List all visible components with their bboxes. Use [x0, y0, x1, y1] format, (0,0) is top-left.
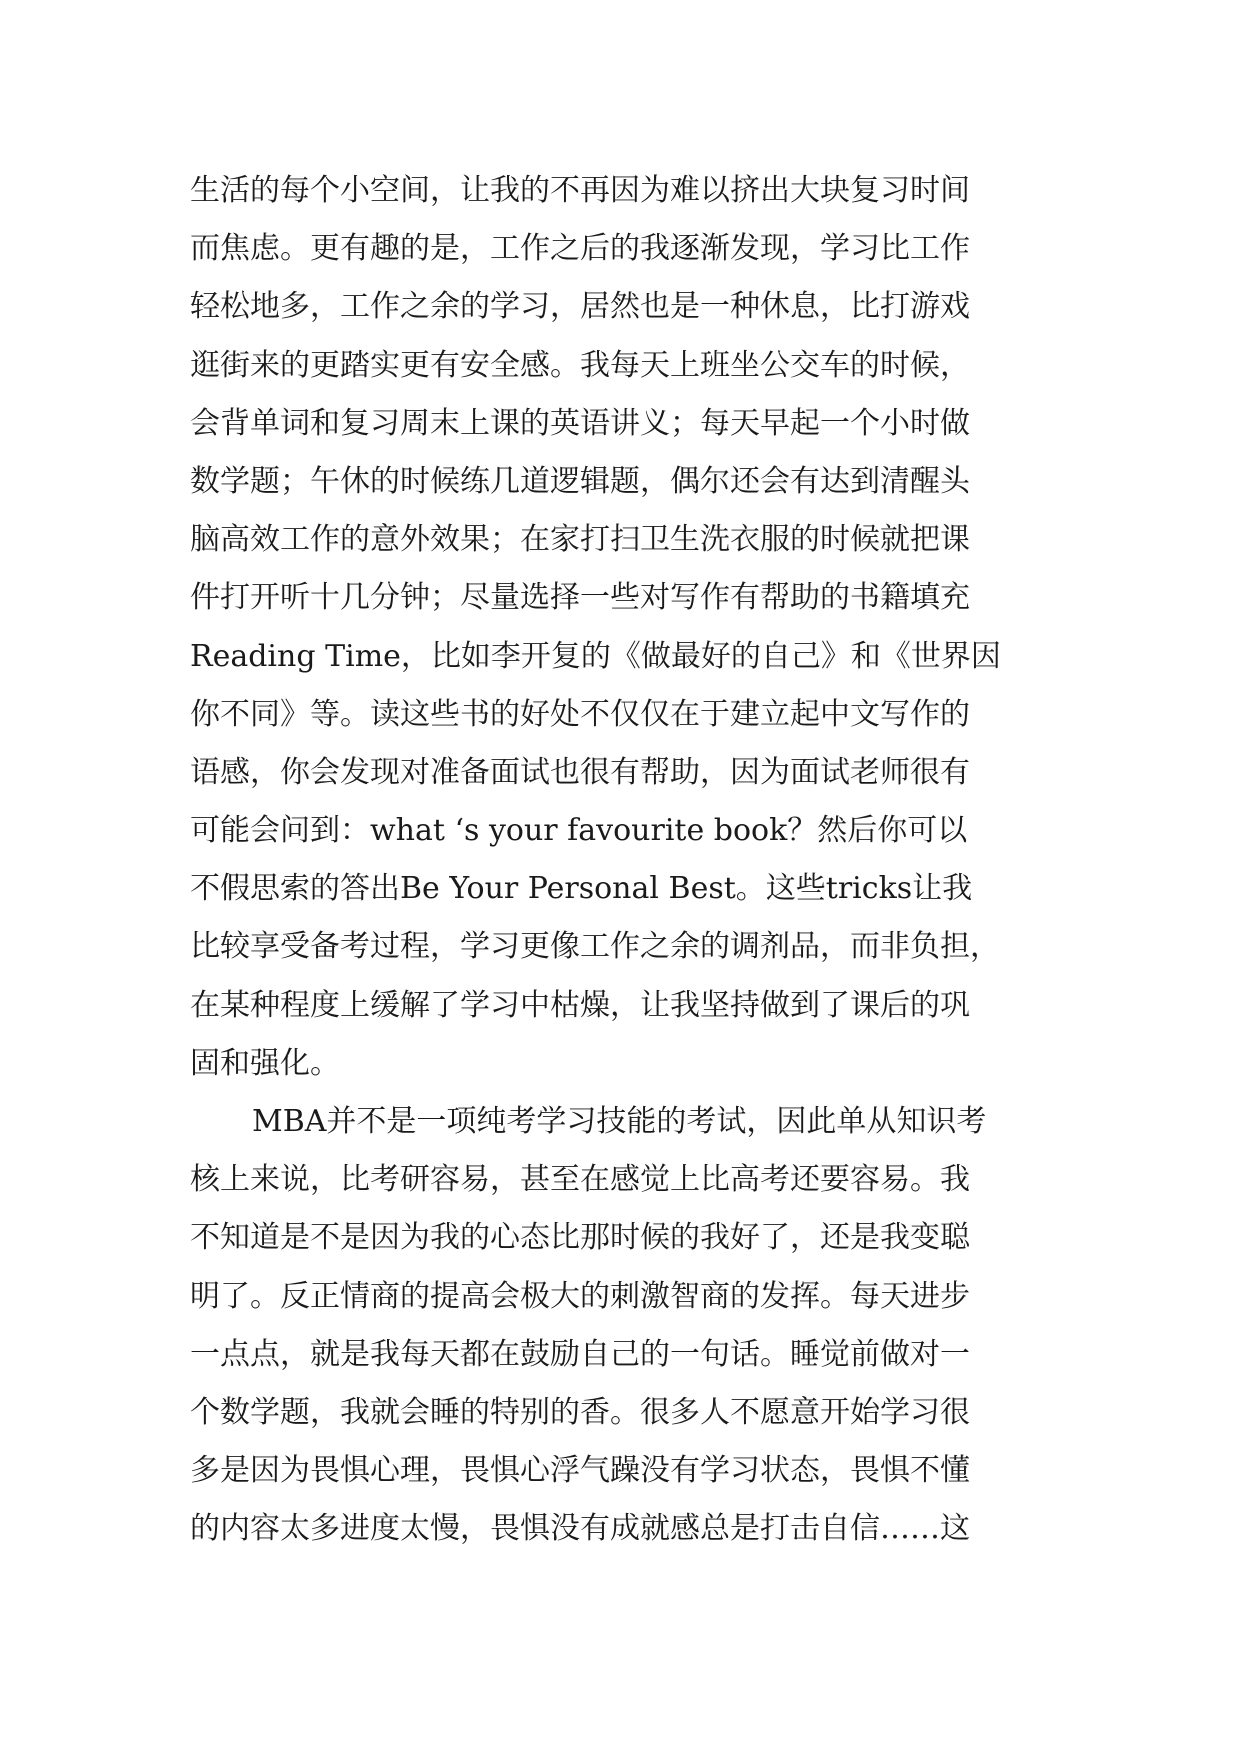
text-line: 你不同》等。读这些书的好处不仅仅在于建立起中文写作的	[190, 696, 970, 732]
text-line: 一点点，就是我每天都在鼓励自己的一句话。睡觉前做对一	[190, 1336, 970, 1372]
text-line: 多是因为畏惧心理，畏惧心浮气躁没有学习状态，畏惧不懂	[190, 1453, 970, 1489]
body-text	[190, 162, 1070, 1559]
text-line: 固和强化。	[190, 1045, 340, 1081]
text-line: 在某种程度上缓解了学习中枯燥，让我坚持做到了课后的巩	[190, 987, 970, 1023]
text-line: 语感，你会发现对准备面试也很有帮助，因为面试老师很有	[190, 754, 970, 790]
text-line: 轻松地多，工作之余的学习，居然也是一种休息，比打游戏	[190, 289, 970, 325]
text-line: 可能会问到：what ‘s your favourite book？然后你可以	[190, 813, 968, 849]
text-line: 会背单词和复习周末上课的英语讲义；每天早起一个小时做	[190, 405, 970, 441]
text-line: 逛街来的更踏实更有安全感。我每天上班坐公交车的时候，	[190, 347, 970, 383]
text-line: 不知道是不是因为我的心态比那时候的我好了，还是我变聪	[190, 1220, 970, 1256]
text-line: 生活的每个小空间，让我的不再因为难以挤出大块复习时间	[190, 173, 970, 208]
text-line: 明了。反正情商的提高会极大的刺激智商的发挥。每天进步	[190, 1278, 970, 1314]
text-line: 不假思索的答出Be Your Personal Best。这些tricks让我	[190, 871, 973, 907]
text-line: 数学题；午休的时候练几道逻辑题，偶尔还会有达到清醒头	[190, 463, 970, 499]
text-line: Reading Time，比如李开复的《做最好的自己》和《世界因	[190, 638, 1001, 674]
paragraph-start-line: MBA并不是一项纯考学习技能的考试，因此单从知识考	[252, 1104, 987, 1139]
text-line: 比较享受备考过程，学习更像工作之余的调剂品，而非负担，	[190, 929, 1000, 965]
text-line: 件打开听十几分钟；尽量选择一些对写作有帮助的书籍填充	[190, 580, 970, 616]
text-line: 个数学题，我就会睡的特别的香。很多人不愿意开始学习很	[190, 1394, 970, 1430]
text-line: 脑高效工作的意外效果；在家打扫卫生洗衣服的时候就把课	[190, 522, 970, 558]
text-line: 而焦虑。更有趣的是，工作之后的我逐渐发现，学习比工作	[190, 231, 970, 267]
text-line: 核上来说，比考研容易，甚至在感觉上比高考还要容易。我	[190, 1162, 970, 1198]
text-line: 的内容太多进度太慢，畏惧没有成就感总是打击自信……这	[190, 1511, 970, 1547]
